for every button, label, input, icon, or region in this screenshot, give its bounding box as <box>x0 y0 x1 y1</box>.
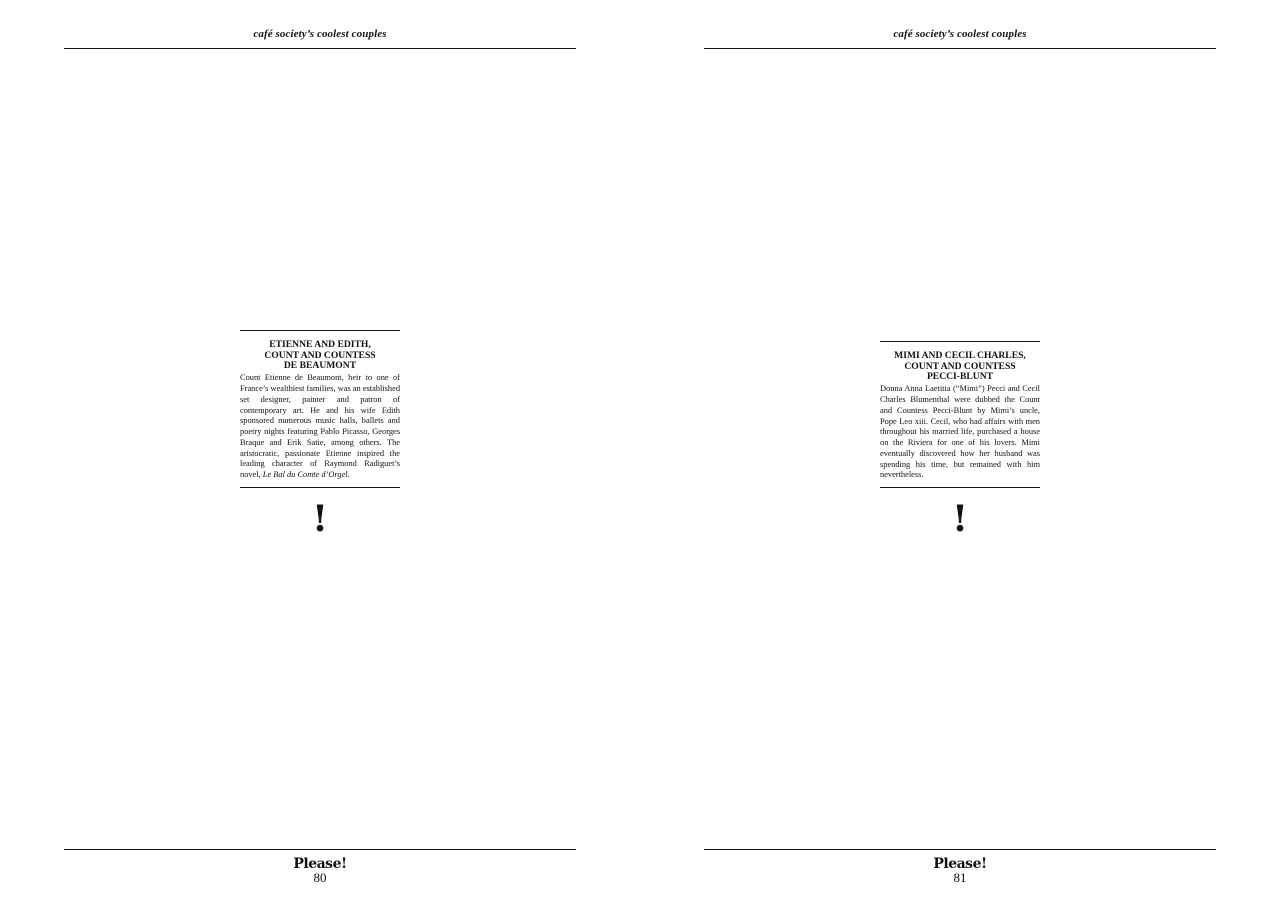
sidebar-box <box>240 330 400 488</box>
box-top-rule <box>240 330 400 331</box>
exclamation-ornament: ! <box>952 498 968 540</box>
box-body-text: Donna Anna Laetitia (“Mimi”) Pecci and Cecil Charles Blumenthal were dubbed the Count and Countess Pecci-Blunt by Mimi’s uncle, Pope Leo xiii. Cecil, who had affairs with men throughout his married life, purchased a house on the Riviera for one of his lovers. Mimi eventually discovered how her husband was spending his time, but remained with him nevertheless. <box>880 384 1040 480</box>
please-logo: Please! <box>293 856 347 872</box>
box-title <box>880 351 1040 383</box>
exclamation-ornament: ! <box>312 498 328 540</box>
box-title-line: COUNT AND COUNTESS <box>904 360 1016 372</box>
header-rule <box>64 48 576 49</box>
box-title-line: ETIENNE AND EDITH, <box>269 339 371 350</box>
page-number: 80 <box>313 870 327 885</box>
footer-rule <box>704 849 1216 850</box>
box-bottom-rule <box>880 487 1040 488</box>
running-head: café society’s coolest couples <box>893 28 1027 40</box>
box-body-copy: Count Etienne de Beaumont, heir to one of France’s wealthiest families, was an established set designer, painter and patron of contemporary art. He and his wife Edith sponsored numerous music halls, ballets and poetry nights featuring Pablo Picasso, Georges Braque and Erik Satie, among others. The aristocratic, passionate Etienne inspired the leading character of Raymond Radiguet’s novel, <box>240 373 401 480</box>
running-head: café society’s coolest couples <box>253 28 387 40</box>
sidebar-box <box>880 341 1040 488</box>
please-logo: Please! <box>933 856 987 872</box>
page-number: 81 <box>953 870 967 885</box>
box-title-line: DE BEAUMONT <box>283 360 357 372</box>
right-page <box>640 0 1280 900</box>
box-body-text <box>240 373 400 481</box>
box-bottom-rule <box>240 487 400 488</box>
footer-rule <box>64 849 576 850</box>
book-title: Le Bal du Comte d’Orgel. <box>262 470 350 480</box>
box-title <box>240 340 400 372</box>
box-title-line: COUNT AND COUNTESS <box>264 349 376 361</box>
box-title-line: PECCI-BLUNT <box>926 371 994 383</box>
header-rule <box>704 48 1216 49</box>
box-title-line: MIMI AND CECIL CHARLES, <box>894 350 1026 361</box>
box-top-rule <box>880 341 1040 342</box>
